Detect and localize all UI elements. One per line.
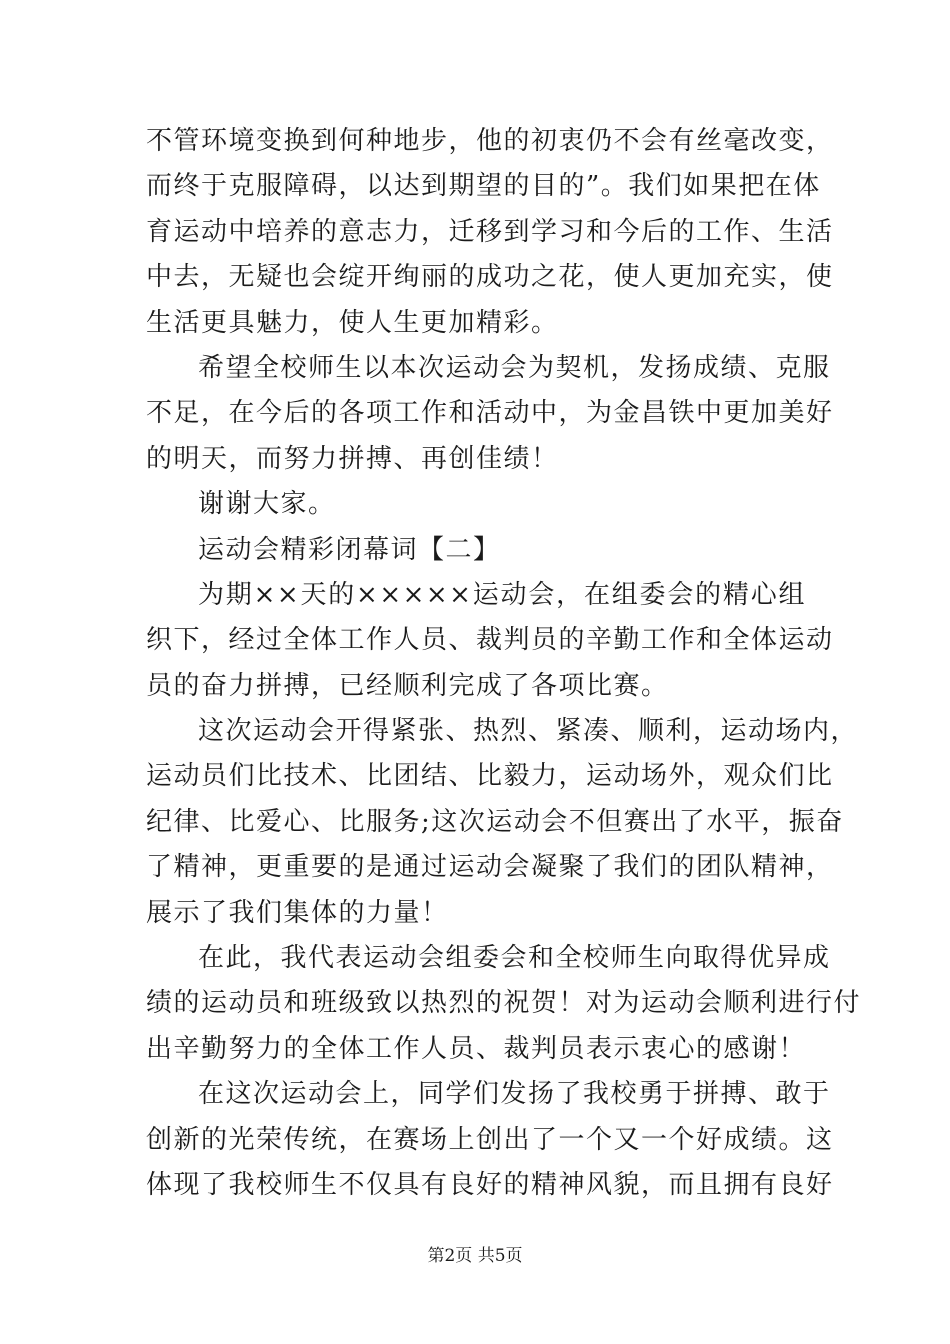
text-line: 不管环境变换到何种地步，他的初衷仍不会有丝毫改变，	[146, 126, 834, 156]
text-line: 为期××天的×××××运动会，在组委会的精心组	[198, 579, 806, 610]
text-line: 而终于克服障碍，以达到期望的目的”。我们如果把在体	[146, 171, 821, 202]
text-line: 纪律、比爱心、比服务;这次运动会不但赛出了水平，振奋	[146, 806, 844, 837]
text-line: 了精神，更重要的是通过运动会凝聚了我们的团队精神，	[146, 852, 834, 883]
text-line: 出辛勤努力的全体工作人员、裁判员表示衷心的感谢！	[146, 1033, 807, 1064]
text-line: 中去，无疑也会绽开绚丽的成功之花，使人更加充实，使	[146, 262, 834, 293]
text-line: 织下，经过全体工作人员、裁判员的辛勤工作和全体运动	[146, 625, 834, 656]
text-line: 运动员们比技术、比团结、比毅力，运动场外，观众们比	[146, 761, 834, 792]
text-line: 这次运动会开得紧张、热烈、紧凑、顺利，运动场内，	[198, 716, 859, 747]
text-line: 展示了我们集体的力量！	[146, 897, 449, 928]
text-line: 希望全校师生以本次运动会为契机，发扬成绩、克服	[198, 352, 831, 383]
text-line: 员的奋力拼搏，已经顺利完成了各项比赛。	[146, 670, 669, 701]
text-line: 育运动中培养的意志力，迁移到学习和今后的工作、生活	[146, 216, 834, 247]
text-line: 绩的运动员和班级致以热烈的祝贺！对为运动会顺利进行付	[146, 988, 862, 1019]
text-line: 的明天，而努力拼搏、再创佳绩！	[146, 443, 559, 474]
text-line: 在此，我代表运动会组委会和全校师生向取得优异成	[198, 943, 831, 974]
text-line: 在这次运动会上，同学们发扬了我校勇于拼搏、敢于	[198, 1079, 831, 1110]
text-line: 体现了我校师生不仅具有良好的精神风貌，而且拥有良好	[146, 1169, 834, 1200]
document-body	[146, 119, 862, 1208]
text-line: 创新的光荣传统，在赛场上创出了一个又一个好成绩。这	[146, 1124, 834, 1155]
text-line: 运动会精彩闭幕词【二】	[198, 534, 501, 565]
text-line: 不足，在今后的各项工作和活动中，为金昌铁中更加美好	[146, 398, 834, 429]
text-line: 生活更具魅力，使人生更加精彩。	[146, 307, 559, 338]
page-footer: 第2页 共5页	[427, 1246, 523, 1266]
text-line: 谢谢大家。	[198, 489, 336, 520]
